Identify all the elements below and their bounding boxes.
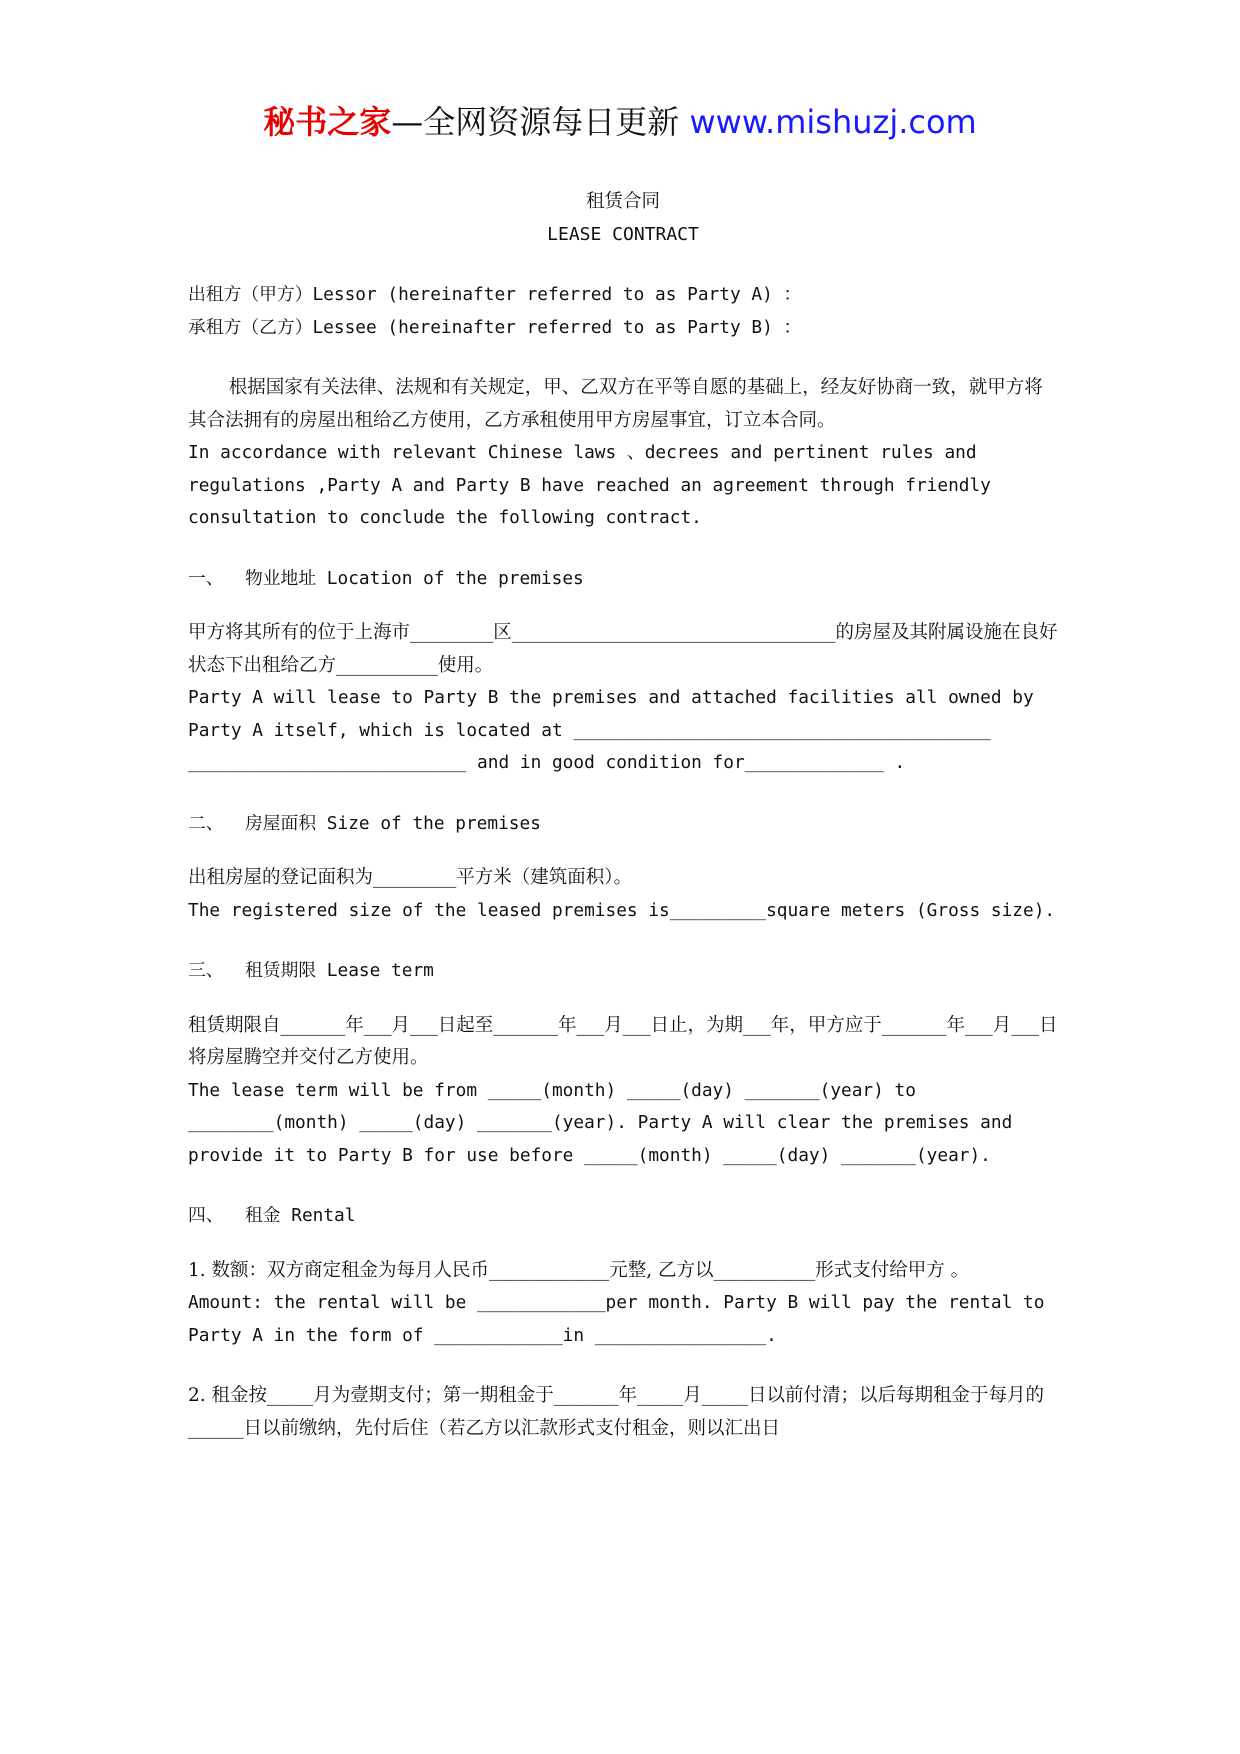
section-2-heading: 二、 房屋面积 Size of the premises	[188, 812, 541, 834]
section-1-heading: 一、 物业地址 Location of the premises	[188, 567, 584, 589]
section-1-chinese: 甲方将其所有的位于上海市_________区___________________________________的房屋及其附属设施在良好状态下出租给乙方___________使用。	[188, 622, 1058, 676]
lessor-line: 出租方（甲方）Lessor (hereinafter referred to as Party A) ：	[188, 284, 802, 305]
preamble-english: In accordance with relevant Chinese laws 、decrees and pertinent rules and regulations ,Party A and Party B have reached an agreement through friendly consultation to conclude the following contract.	[188, 442, 991, 528]
section-3-heading: 三、 租赁期限 Lease term	[188, 960, 434, 981]
brand-name: 秘书之家	[263, 103, 392, 141]
section-4-item-1-chinese: 1. 数额：双方商定租金为每月人民币_____________元整, 乙方以___________形式支付给甲方 。	[188, 1259, 970, 1281]
preamble-chinese: 根据国家有关法律、法规和有关规定，甲、乙双方在平等自愿的基础上，经友好协商一致，就甲方将其合法拥有的房屋出租给乙方使用，乙方承租使用甲方房屋事宜，订立本合同。	[188, 377, 1043, 431]
banner-url-link[interactable]: www.mishuzj.com	[689, 103, 977, 141]
section-4-heading: 四、 租金 Rental	[188, 1205, 356, 1226]
title-chinese: 租赁合同	[585, 191, 660, 212]
title-english: LEASE CONTRACT	[547, 223, 699, 245]
lessee-line: 承租方（乙方）Lessee (hereinafter referred to as Party B) ：	[188, 316, 802, 338]
section-4-item-2-chinese: 2. 租金按_____月为壹期支付；第一期租金于_______年_____月_____日以前付清；以后每期租金于每月的______日以前缴纳，先付后住（若乙方以汇款形式支付租金，则以汇出日	[188, 1385, 1045, 1439]
section-3-english: The lease term will be from _____(month) _____(day) _______(year) to ________(month) _____(day) _______(year). Party A will clear the premises and provide it to Party B for use before _____(month) _____(day) _______(year).	[188, 1079, 1013, 1166]
section-2-english: The registered size of the leased premises is_________square meters (Gross size).	[188, 899, 1056, 921]
section-3-chinese: 租赁期限自_______年___月___日起至_______年___月___日止，为期___年，甲方应于_______年___月___日将房屋腾空并交付乙方使用。	[188, 1014, 1058, 1068]
banner-tagline: —全网资源每日更新	[391, 103, 690, 141]
contract-body	[188, 186, 1058, 1445]
section-2-chinese: 出租房屋的登记面积为_________平方米（建筑面积）。	[188, 867, 633, 888]
section-4-item-1-english: Amount: the rental will be ____________per month. Party B will pay the rental to Party A in the form of ____________in ________________.	[188, 1292, 1045, 1346]
section-1-english: Party A will lease to Party B the premises and attached facilities all owned by Party A itself, which is located at _______________________________________ __________________________ and in good condition for_____________ .	[188, 687, 1034, 773]
header-banner	[0, 98, 1240, 146]
